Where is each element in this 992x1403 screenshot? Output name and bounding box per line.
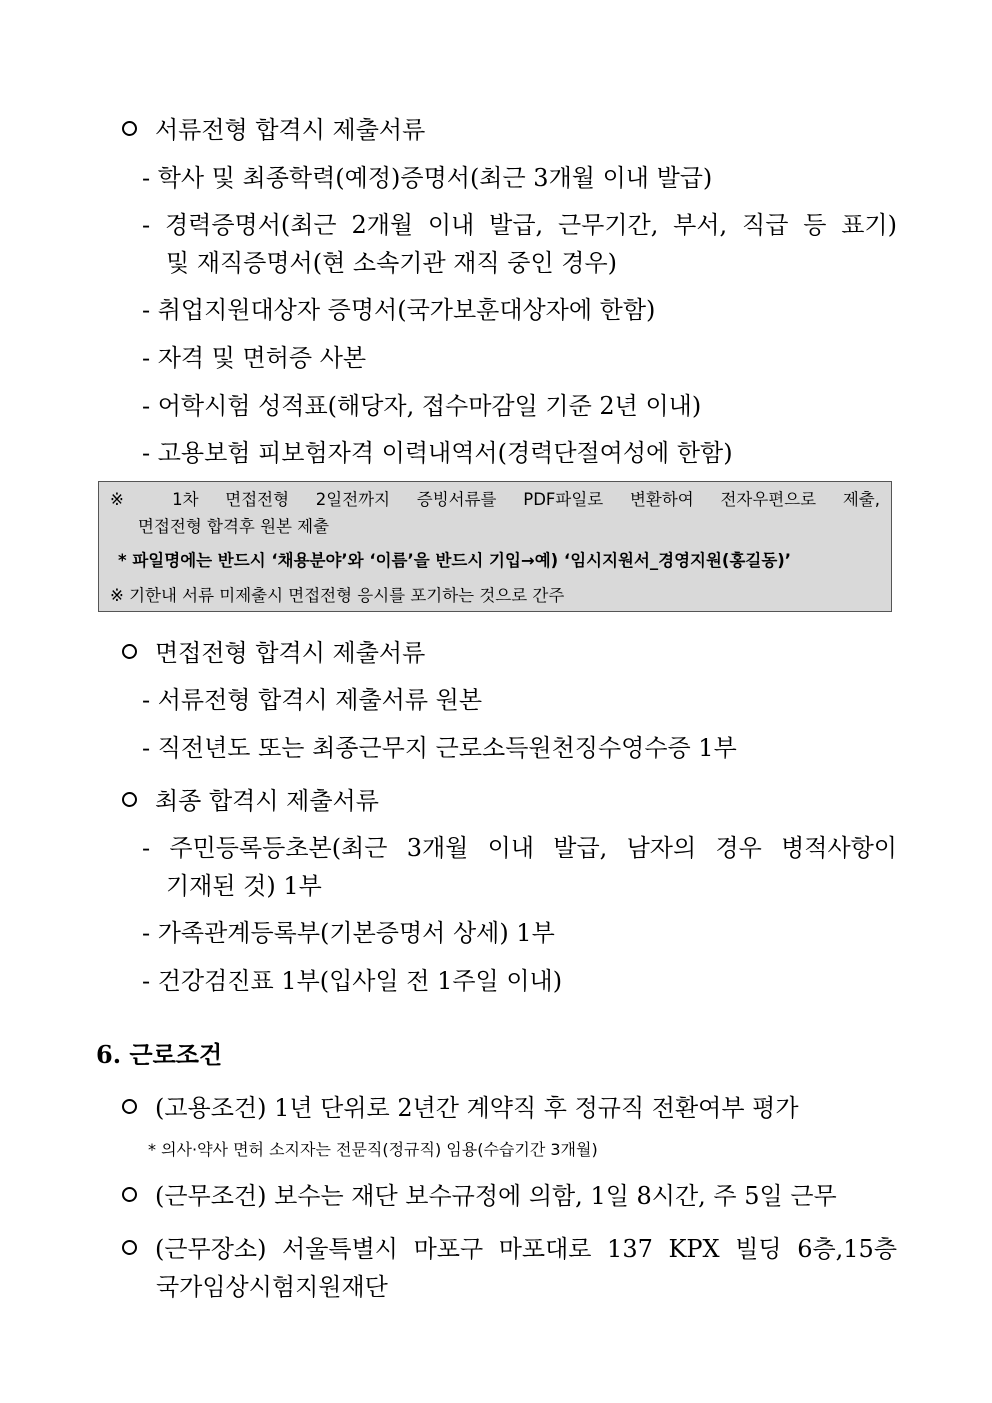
list-item: - 어학시험 성적표(해당자, 접수마감일 기준 2년 이내) — [142, 392, 702, 420]
list-item: - 가족관계등록부(기본증명서 상세) 1부 — [142, 919, 555, 947]
condition-item: (근무장소) 서울특별시 마포구 마포대로 137 KPX 빌딩 6층,15층 — [122, 1234, 897, 1264]
note-line-continuation: 면접전형 합격후 원본 제출 — [138, 517, 330, 536]
circle-bullet-icon — [122, 792, 137, 807]
section-interview-title: 면접전형 합격시 제출서류 — [122, 638, 425, 668]
circle-bullet-icon — [122, 121, 137, 136]
sub-note: * 의사·약사 면허 소지자는 전문직(정규직) 임용(수습기간 3개월) — [148, 1140, 598, 1159]
circle-bullet-icon — [122, 1099, 137, 1114]
condition-item-continuation: 국가임상시험지원재단 — [156, 1273, 388, 1301]
circle-bullet-icon — [122, 1240, 137, 1255]
list-item-continuation: 기재된 것) 1부 — [166, 872, 322, 900]
list-item: - 건강검진표 1부(입사일 전 1주일 이내) — [142, 967, 563, 995]
circle-bullet-icon — [122, 644, 137, 659]
list-item: - 서류전형 합격시 제출서류 원본 — [142, 686, 483, 714]
note-line: ※ 1차 면접전형 2일전까지 증빙서류를 PDF파일로 변환하여 전자우편으로 제출, — [110, 490, 880, 509]
list-item-continuation: 및 재직증명서(현 소속기관 재직 중인 경우) — [166, 249, 617, 277]
note-filename-rule: * 파일명에는 반드시 ‘채용분야’와 ‘이름’을 반드시 기입→예) ‘임시지원서_경영지원(홍길동)’ — [118, 551, 792, 570]
section-docs-title: 서류전형 합격시 제출서류 — [122, 115, 425, 145]
note-line: ※ 기한내 서류 미제출시 면접전형 응시를 포기하는 것으로 간주 — [110, 586, 565, 605]
list-item: - 고용보험 피보험자격 이력내역서(경력단절여성에 한함) — [142, 439, 733, 467]
condition-item: (고용조건) 1년 단위로 2년간 계약직 후 정규직 전환여부 평가 — [122, 1093, 799, 1123]
condition-item: (근무조건) 보수는 재단 보수규정에 의함, 1일 8시간, 주 5일 근무 — [122, 1181, 837, 1211]
list-item: - 취업지원대상자 증명서(국가보훈대상자에 한함) — [142, 296, 656, 324]
list-item: - 주민등록등초본(최근 3개월 이내 발급, 남자의 경우 병적사항이 — [142, 834, 897, 862]
section-heading: 6. 근로조건 — [96, 1040, 223, 1069]
list-item: - 직전년도 또는 최종근무지 근로소득원천징수영수증 1부 — [142, 734, 737, 762]
section-final-title: 최종 합격시 제출서류 — [122, 786, 379, 816]
circle-bullet-icon — [122, 1187, 137, 1202]
list-item: - 학사 및 최종학력(예정)증명서(최근 3개월 이내 발급) — [142, 164, 713, 192]
list-item: - 경력증명서(최근 2개월 이내 발급, 근무기간, 부서, 직급 등 표기) — [142, 211, 897, 239]
list-item: - 자격 및 면허증 사본 — [142, 344, 367, 372]
